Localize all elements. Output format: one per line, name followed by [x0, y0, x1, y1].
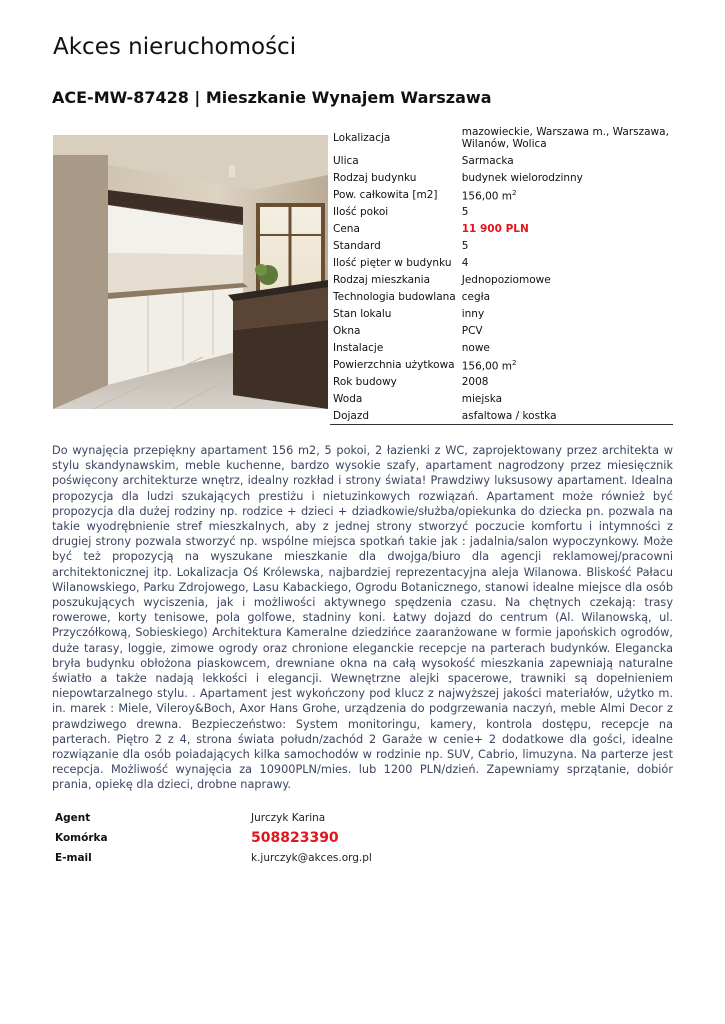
contact-label: Komórka — [55, 832, 108, 844]
contact-label: Agent — [55, 812, 91, 824]
unit-superscript: 2 — [512, 188, 517, 197]
spec-value: inny — [461, 307, 485, 320]
spec-value: cegła — [461, 290, 491, 303]
contact-row-phone — [52, 828, 552, 848]
property-specs-table — [330, 124, 673, 425]
spec-value: 5 — [461, 239, 469, 252]
spec-row-water — [330, 390, 673, 407]
spec-value: asfaltowa / kostka — [459, 407, 673, 425]
listing-title: ACE-MW-87428 | Mieszkanie Wynajem Warszawa — [52, 88, 492, 107]
spec-row-building-type — [330, 169, 673, 186]
spec-row-rooms — [330, 203, 673, 220]
spec-row-street — [330, 152, 673, 169]
spec-label: Ulica — [333, 154, 359, 167]
spec-value: Jednopoziomowe — [461, 273, 551, 286]
spec-value: 5 — [461, 205, 469, 218]
spec-row-installations — [330, 339, 673, 356]
spec-label: Okna — [333, 324, 361, 337]
spec-value-text: 156,00 m — [461, 360, 513, 373]
spec-label: Woda — [333, 392, 363, 405]
spec-row-year-built — [330, 373, 673, 390]
spec-row-condition — [330, 305, 673, 322]
phone-number[interactable]: 508823390 — [251, 830, 339, 846]
spec-value: 4 — [461, 256, 469, 269]
spec-row-standard — [330, 237, 673, 254]
spec-label: Powierzchnia użytkowa — [333, 358, 455, 371]
spec-value-text: 156,00 m — [461, 190, 513, 203]
spec-value: nowe — [461, 341, 490, 354]
listing-description: Do wynajęcia przepiękny apartament 156 m2, 5 pokoi, 2 łazienki z WC, zaprojektowany przez architekta w stylu skandynawskim, meble kuchenne, bardzo wysokie szafy, apartament nagrodzony przez miesięcznik poświęcony architekturze wnętrz, idealny rozkład i strony świata! Prawdziwy luksusowy apartament. Idealna propozycja dla ludzi szukających prestiżu i nietuzinkowych rozwiązań. Apartament może również być propozycja dla dużej rodziny np. rodzice + dzieci + dziadkowie/służba/opiekunka do dziecka pn. pozwala na takie wyodrębnienie stref mieszkalnych, aby z jednej strony stworzyć poczucie komfortu i intymności z drugiej strony pozwala stworzyć np. wspólne miejsca spotkań takie jak : jadalnia/salon wypoczynkowy. Może być też propozycją na wyszukane mieszkanie dla dwojga/biuro dla agencji reklamowej/pracowni architektonicznej itp. Lokalizacja Oś Królewska, najbardziej reprezentacyjna aleja Wilanowa. Bliskość Pałacu Wilanowskiego, Parku Zdrojowego, Lasu Kabackiego, Ogrodu Botanicznego, stanowi idealne miejsce dla osób poszukujących wyciszenia, jak i możliwości aktywnego spędzenia czasu. Na chętnych czekają: trasy rowerowe, korty tenisowe, pola golfowe, stadniny koni. Łatwy dojazd do centrum (Al. Wilanowską, ul. Przyczółkową, Sobieskiego) Architektura Kameralne dziedzińce zaaranżowane w formie japońskich ogrodów, duże tarasy, loggie, zimowe ogrody oraz chronione eleganckie recepcje na parterach budynków. Elegancka bryła budynku obłożona piaskowcem, drewniane okna na całą wysokość mieszkania zapewniają naturalne światło a także nadają lekkości i elegancji. Wewnętrzne alejki spacerowe, trawniki są dopełnieniem niepowtarzalnego stylu. . Apartament jest wykończony pod klucz z najwyższej jakości materiałów, użytko m. in. marek : Miele, Vileroy&Boch, Axor Hans Grohe, urządzenia do podgrzewania naczyń, meble Almi Decor z prawdziwego drewna. Bezpieczeństwo: System monitoringu, kamery, kontrola dostępu, recepcje na parterach. Piętro 2 z 4, strona świata połudn/zachód 2 Garaże w cenie+ 2 dodatkowe dla gości, idealne rozwiązanie dla osób poiadających kilka samochodów w rodzinie np. SUV, Cabrio, limuzyna. Na parterze jest recepcja. Możliwość wynajęcia za 10900PLN/mies. lub 1200 PLN/dzień. Zapewniamy sprzątanie, dobiór prania, opiekę dla dzieci, drobne naprawy. — [52, 444, 673, 792]
agent-contact-table — [52, 808, 552, 868]
contact-row-email — [52, 848, 552, 868]
spec-label: Ilość pokoi — [333, 205, 389, 218]
price-value: 11 900 PLN — [461, 222, 529, 235]
agent-name: Jurczyk Karina — [251, 812, 326, 824]
spec-label: Cena — [333, 222, 360, 235]
unit-superscript: 2 — [512, 358, 517, 367]
spec-value — [459, 356, 673, 373]
spec-value — [459, 186, 673, 203]
spec-row-location — [330, 124, 673, 152]
spec-row-price — [330, 220, 673, 237]
spec-value: Sarmacka — [461, 154, 514, 167]
spec-value: PCV — [461, 324, 483, 337]
spec-label: Lokalizacja — [333, 132, 391, 144]
spec-value: 2008 — [461, 375, 489, 388]
spec-label: Pow. całkowita [m2] — [333, 188, 438, 201]
spec-label: Instalacje — [333, 341, 384, 354]
spec-row-total-area — [330, 186, 673, 203]
email-address[interactable]: k.jurczyk@akces.org.pl — [251, 852, 372, 864]
spec-row-access — [330, 407, 673, 425]
spec-label: Standard — [333, 239, 381, 252]
spec-label: Rok budowy — [333, 375, 397, 388]
brand-title: Akces nieruchomości — [53, 34, 297, 60]
spec-row-windows — [330, 322, 673, 339]
contact-row-agent — [52, 808, 552, 828]
contact-label: E-mail — [55, 852, 92, 864]
spec-row-apartment-type — [330, 271, 673, 288]
spec-row-floors — [330, 254, 673, 271]
spec-label: Stan lokalu — [333, 307, 392, 320]
spec-label: Dojazd — [330, 407, 459, 425]
spec-label: Rodzaj budynku — [333, 171, 417, 184]
spec-value: miejska — [461, 392, 503, 405]
spec-value: budynek wielorodzinny — [461, 171, 583, 184]
spec-label: Technologia budowlana — [333, 290, 456, 303]
spec-row-usable-area — [330, 356, 673, 373]
spec-label: Rodzaj mieszkania — [333, 273, 431, 286]
spec-label: Ilość pięter w budynku — [333, 256, 452, 269]
spec-value: mazowieckie, Warszawa m., Warszawa, Wilanów, Wolica — [461, 126, 669, 150]
spec-row-technology — [330, 288, 673, 305]
apartment-photo — [53, 135, 328, 409]
